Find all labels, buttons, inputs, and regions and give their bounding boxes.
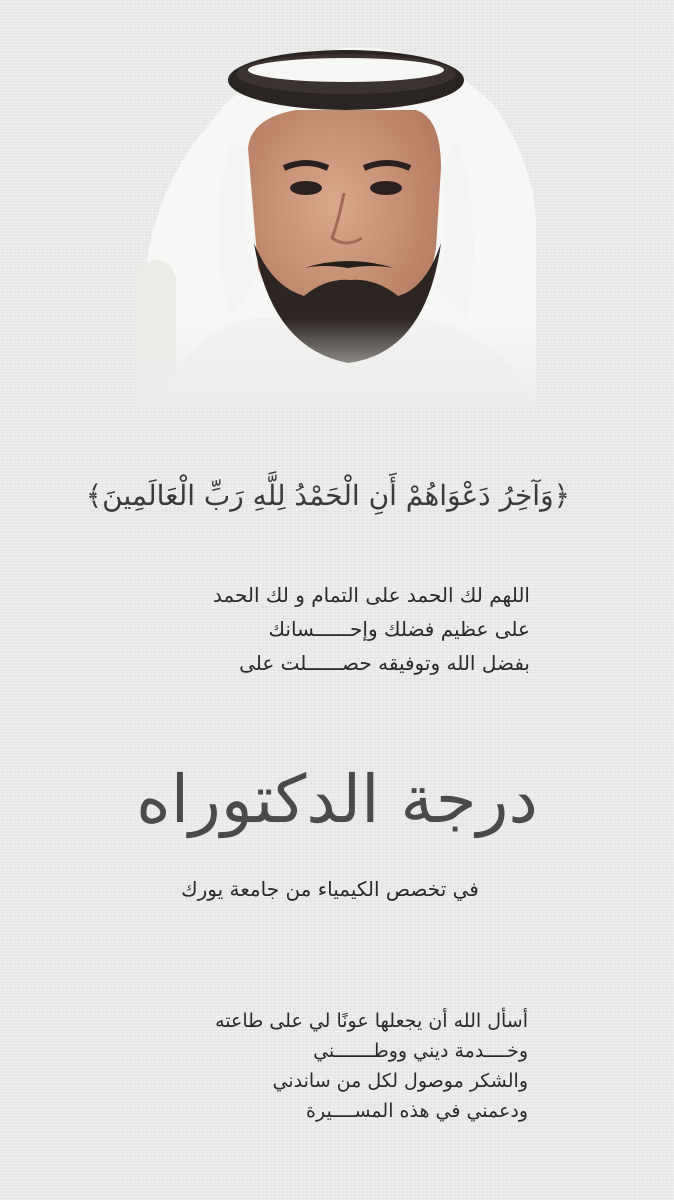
thanks-paragraph [150,1006,528,1126]
degree-title: درجة الدكتوراه [136,761,538,838]
thanks-line: والشكر موصول لكل من ساندني [272,1070,528,1092]
portrait-photo [136,18,536,408]
praise-line: على عظيم فضلك وإحــــــسانك [268,617,530,641]
thanks-line: أسأل الله أن يجعلها عونًا لي على طاعته [215,1010,528,1032]
specialty-line: في تخصص الكيمياء من جامعة يورك [181,877,479,901]
thanks-line: ودعمني في هذه المســــيرة [306,1100,528,1122]
praise-line: بفضل الله وتوفيقه حصــــــلت على [239,651,530,675]
thanks-line: وخــــدمة ديني ووطـــــــني [313,1040,528,1062]
praise-line: اللهم لك الحمد على التمام و لك الحمد [212,583,530,607]
quran-verse: ﴿وَآخِرُ دَعْوَاهُمْ أَنِ الْحَمْدُ لِلَّهِ رَبِّ الْعَالَمِينَ﴾ [85,479,570,512]
praise-paragraph [140,578,530,680]
